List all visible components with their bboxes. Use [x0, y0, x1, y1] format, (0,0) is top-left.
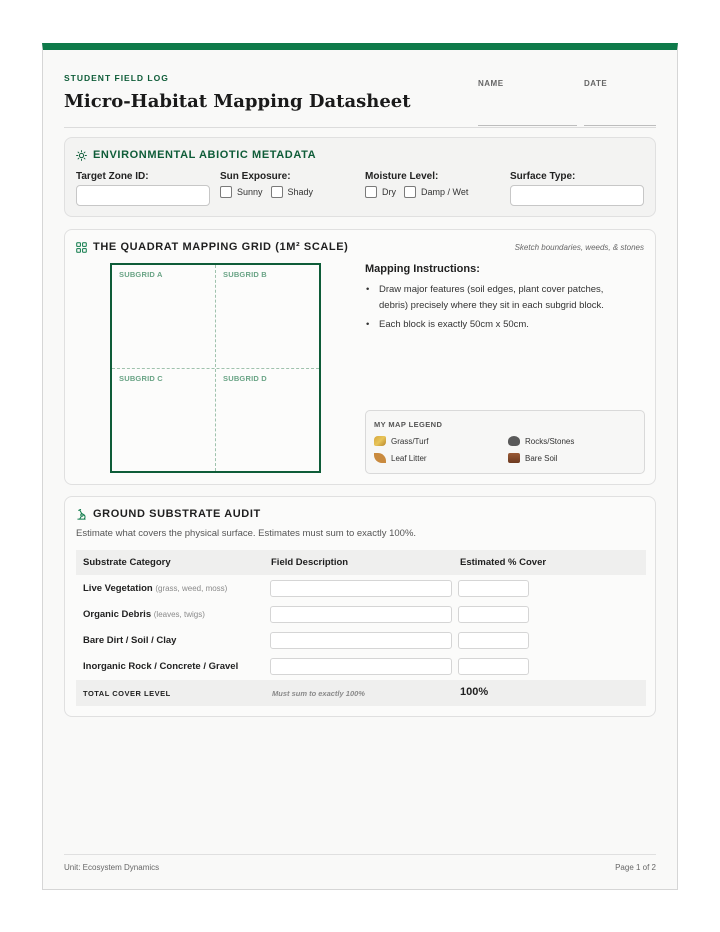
name-label: NAME	[478, 79, 504, 88]
sunny-checkbox[interactable]	[220, 186, 232, 198]
field-description-input[interactable]	[270, 580, 452, 597]
dry-label: Dry	[382, 187, 396, 197]
percent-cover-input[interactable]	[458, 606, 529, 623]
shady-checkbox[interactable]	[271, 186, 283, 198]
subgrid-c-label: SUBGRID C	[119, 374, 163, 383]
quadrat-mapping-section	[64, 229, 656, 485]
quadrat-section-header	[76, 241, 348, 253]
column-header: Estimated % Cover	[460, 557, 547, 568]
field-description-input[interactable]	[270, 606, 452, 623]
category-name: Bare Dirt / Soil / Clay	[83, 635, 177, 646]
legend-item-grass	[374, 436, 428, 446]
substrate-category	[83, 609, 205, 620]
instructions-list	[365, 282, 635, 336]
map-legend	[365, 410, 645, 474]
total-row	[76, 680, 646, 706]
substrate-section-title: GROUND SUBSTRATE AUDIT	[93, 508, 261, 520]
legend-label: Bare Soil	[525, 453, 558, 463]
datasheet-page	[42, 43, 678, 890]
quadrat-grid[interactable]	[110, 263, 321, 473]
grid-horizontal-divider	[112, 368, 319, 369]
dry-checkbox[interactable]	[365, 186, 377, 198]
shady-label: Shady	[287, 187, 314, 197]
damp-wet-checkbox[interactable]	[404, 186, 416, 198]
sketch-note: Sketch boundaries, weeds, & stones	[514, 243, 644, 252]
table-row	[76, 628, 646, 654]
leaf-icon	[374, 453, 386, 463]
date-field[interactable]	[584, 125, 656, 126]
column-header: Field Description	[271, 557, 349, 568]
surface-type-input[interactable]	[510, 185, 644, 206]
substrate-category	[83, 583, 227, 594]
abiotic-section-header	[76, 149, 316, 161]
field-description-input[interactable]	[270, 632, 452, 649]
total-value: 100%	[460, 686, 489, 698]
instructions-title: Mapping Instructions:	[365, 263, 480, 275]
legend-label: Grass/Turf	[391, 436, 429, 446]
table-row	[76, 576, 646, 602]
abiotic-metadata-section	[64, 137, 656, 217]
legend-label: Rocks/Stones	[525, 436, 575, 446]
instruction-item: • Each block is exactly 50cm x 50cm.	[365, 317, 635, 333]
page-footer	[64, 854, 656, 872]
sun-exposure-options	[220, 186, 321, 198]
legend-item-leaf	[374, 453, 427, 463]
damp-wet-label: Damp / Wet	[421, 187, 469, 197]
page-header	[64, 73, 656, 128]
total-note: Must sum to exactly 100%	[272, 689, 365, 698]
microscope-icon	[76, 509, 87, 520]
legend-title: MY MAP LEGEND	[374, 420, 443, 429]
surface-type-label: Surface Type:	[510, 171, 576, 182]
eyebrow-label: STUDENT FIELD LOG	[64, 73, 169, 83]
category-name: Organic Debris	[83, 609, 152, 620]
sunny-label: Sunny	[237, 187, 263, 197]
sun-exposure-label: Sun Exposure:	[220, 171, 291, 182]
rock-icon	[508, 436, 520, 446]
percent-cover-input[interactable]	[458, 658, 529, 675]
legend-item-soil	[508, 453, 557, 463]
sun-icon	[76, 150, 87, 161]
table-header	[76, 550, 646, 575]
substrate-audit-section	[64, 496, 656, 717]
category-name: Live Vegetation	[83, 583, 153, 594]
table-row	[76, 602, 646, 628]
subgrid-b-label: SUBGRID B	[223, 270, 267, 279]
category-name: Inorganic Rock / Concrete / Gravel	[83, 661, 239, 672]
legend-item-rocks	[508, 436, 574, 446]
grass-icon	[374, 436, 386, 446]
footer-unit: Unit: Ecosystem Dynamics	[64, 863, 160, 872]
subgrid-a-label: SUBGRID A	[119, 270, 163, 279]
grid-icon	[76, 242, 87, 253]
total-label: TOTAL COVER LEVEL	[83, 689, 171, 698]
moisture-level-options	[365, 186, 476, 198]
category-hint: (leaves, twigs)	[153, 610, 205, 619]
moisture-level-label: Moisture Level:	[365, 171, 439, 182]
legend-label: Leaf Litter	[391, 453, 427, 463]
table-row	[76, 654, 646, 680]
footer-page-number: Page 1 of 2	[615, 863, 656, 872]
name-field[interactable]	[478, 125, 577, 126]
target-zone-input[interactable]	[76, 185, 210, 206]
percent-cover-input[interactable]	[458, 632, 529, 649]
percent-cover-input[interactable]	[458, 580, 529, 597]
quadrat-section-title: THE QUADRAT MAPPING GRID (1M² SCALE)	[93, 241, 349, 253]
page-title: Micro-Habitat Mapping Datasheet	[64, 91, 411, 112]
target-zone-label: Target Zone ID:	[76, 171, 149, 182]
substrate-category	[83, 661, 238, 672]
category-hint: (grass, weed, moss)	[155, 584, 228, 593]
soil-icon	[508, 453, 520, 463]
substrate-section-header	[76, 508, 261, 520]
abiotic-section-title: ENVIRONMENTAL ABIOTIC METADATA	[93, 149, 317, 161]
column-header: Substrate Category	[83, 557, 171, 568]
substrate-category	[83, 635, 176, 646]
substrate-description: Estimate what covers the physical surface. Estimates must sum to exactly 100%.	[76, 528, 417, 539]
field-description-input[interactable]	[270, 658, 452, 675]
date-label: DATE	[584, 79, 608, 88]
instruction-item: • Draw major features (soil edges, plant cover patches, debris) precisely where they sit in each subgrid block.	[365, 282, 635, 314]
subgrid-d-label: SUBGRID D	[223, 374, 267, 383]
